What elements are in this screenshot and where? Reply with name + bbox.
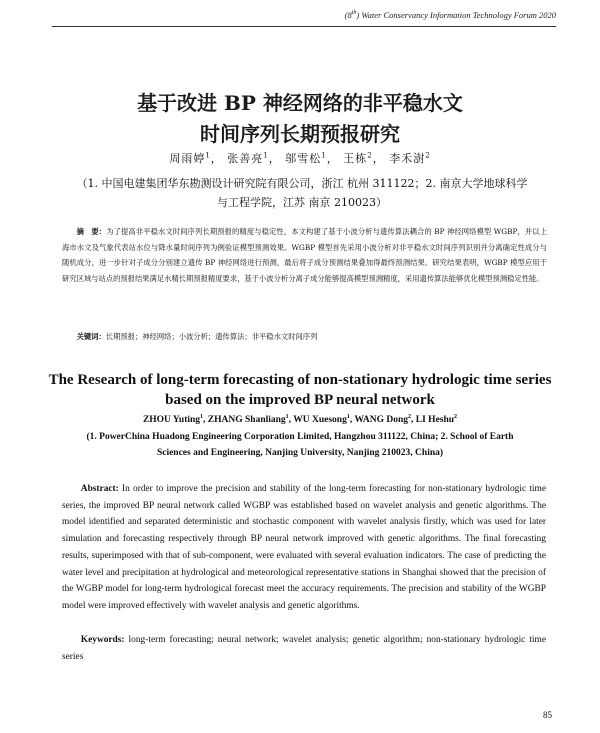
abstract-cn-label: 摘 要： xyxy=(76,227,107,236)
affiliation-en-line1: (1. PowerChina Huadong Engineering Corporation Limited, Hangzhou 311122, China; 2. School of Earth xyxy=(86,432,514,442)
keywords-en xyxy=(62,632,546,665)
author-en: WU Xuesong xyxy=(293,415,347,426)
author-cn: 邬雪松 xyxy=(285,152,322,165)
author-en: WANG Dong xyxy=(354,415,409,426)
affiliation-cn-line1: （1. 中国电建集团华东勘测设计研究院有限公司，浙江 杭州 311122；2. 南京大学地球科学 xyxy=(76,177,528,190)
title-cn-line2: 时间序列长期预报研究 xyxy=(200,122,400,146)
abstract-en-text: In order to improve the precision and stability of the long-term forecasting for non-stationary hydrologic time series, the improved BP neural network called WGBP was established based on wavelet analysis and genetic algorithms. The model identified and separated deterministic and stochastic component with wavelet analysis firstly, which was used for later simulation and forecasting respectively through BP neural network improved with genetic algorithms. The final forecasting results, superimposed with that of sub-component, were evaluated with several evaluation indicators. The case of predicting the water level and precipitation at hydrological and meteorological representative stations in Shanghai showed that the precision of the WGBP model for long-term hydrological forecast meet the accuracy requirements. The precision and stability of the WGBP model were improved effectively with wavelet analysis and genetic algorithms. xyxy=(62,484,546,611)
keywords-cn-text: 长期预报；神经网络；小波分析；遗传算法；非平稳水文时间序列 xyxy=(105,332,318,341)
author-cn: 李禾澍 xyxy=(389,152,426,165)
page-number: 85 xyxy=(543,710,552,720)
affiliation-cn-line2: 与工程学院，江苏 南京 210023） xyxy=(217,196,387,209)
authors-en: ZHOU Yuting$^1$, ZHANG Shanliang$^1$, WU Xuesong$^1$, WANG Dong$^2$, LI Heshu$^2$ xyxy=(142,414,458,426)
abstract-cn xyxy=(62,224,547,286)
abstract-cn-text: 为了提高非平稳水文时间序列长期预报的精度与稳定性，本文构建了基于小波分析与遗传算法耦合的 BP 神经网络模型 WGBP，并以上海市水文及气象代表站水位与降水量时间序列为例验证模型预测效果。WGBP 模型首先采用小波分析对非平稳水文时间序列识别并分离确定性成分与随机成分，进一步针对子成分分别建立遗传 BP 神经网络进行预测，最后将子成分预测结果叠加得最终预测结果。研究结果表明，WGBP 模型应用于研究区域与站点的预报结果满足水精长期预报精度要求，基于小波分析分离子成分能够提高模型预测精度，采用遗传算法能够优化模型预测稳定性能。 xyxy=(62,227,548,283)
author-en: ZHOU Yuting xyxy=(142,415,201,426)
title-en-line1: The Research of long-term forecasting of non-stationary hydrologic time series xyxy=(48,372,552,388)
affiliation-en-line2: Sciences and Engineering, Nanjing University, Nanjing 210023, China) xyxy=(156,448,444,458)
title-en-line2: based on the improved BP neural network xyxy=(165,392,435,408)
title-cn-line1: 基于改进 BP 神经网络的非平稳水文 xyxy=(137,91,463,115)
abstract-en-label: Abstract: xyxy=(80,484,119,494)
authors-cn: 周雨婷$^1$， 张善亮$^1$， 邬雪松$^1$， 王栋$^2$， 李禾澍$^2$ xyxy=(169,151,431,165)
author-cn: 张善亮 xyxy=(227,152,264,165)
author-en: LI Heshu xyxy=(415,415,455,426)
author-en: ZHANG Shanliang xyxy=(207,415,286,426)
header-rule xyxy=(52,26,556,27)
keywords-en-text: long-term forecasting; neural network; wavelet analysis; genetic algorithm; non-stationary hydrologic time series xyxy=(62,635,546,662)
keywords-cn-label: 关键词： xyxy=(76,332,106,341)
author-cn: 王栋 xyxy=(343,152,368,165)
running-header: (8th) Water Conservancy Information Technology Forum 2020 xyxy=(344,10,556,20)
keywords-cn xyxy=(62,332,547,342)
keywords-en-label: Keywords: xyxy=(80,635,125,645)
author-cn: 周雨婷 xyxy=(169,152,206,165)
abstract-en xyxy=(62,481,546,615)
